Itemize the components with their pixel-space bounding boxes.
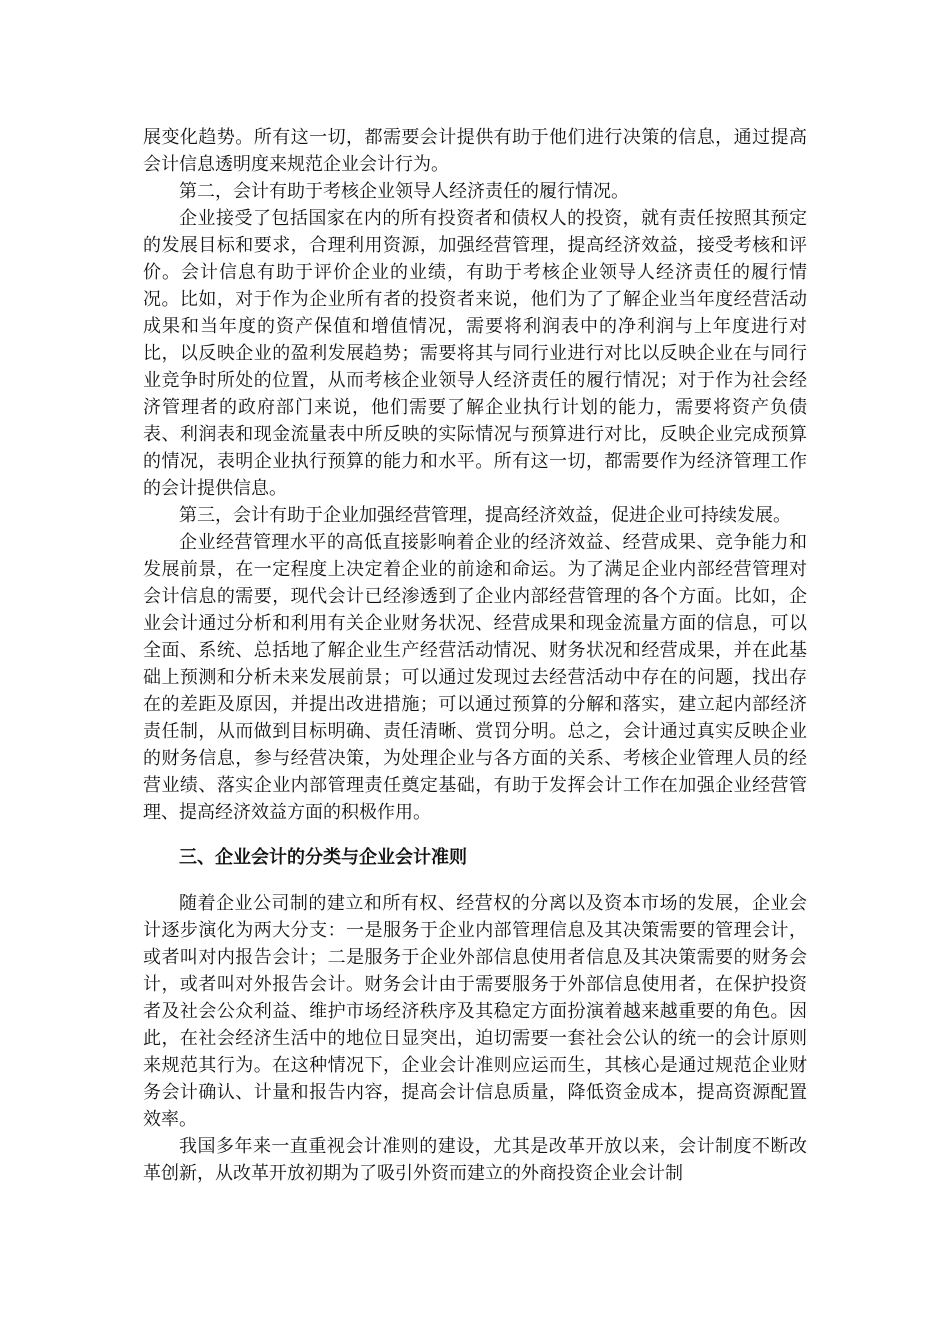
section-heading: 三、企业会计的分类与企业会计准则 bbox=[179, 847, 467, 868]
paragraph-standards-history: 我国多年来一直重视会计准则的建设，尤其是改革开放以来，会计制度不断改革创新，从改革开放初期为了吸引外资而建立的外商投资企业会计制 bbox=[143, 1136, 807, 1184]
paragraph-accounting-branches: 随着企业公司制的建立和所有权、经营权的分离以及资本市场的发展，企业会计逐步演化为两大分支：一是服务于企业内部管理信息及其决策需要的管理会计，或者叫对内报告会计；二是服务于企业外部信息使用者信息及其决策需要的财务会计，或者叫对外报告会计。财务会计由于需要服务于外部信息使用者，在保护投资者及社会公众利益、维护市场经济秩序及其稳定方面扮演着越来越重要的角色。因此，在社会经济生活中的地位日显突出，迫切需要一套社会公认的统一的会计原则来规范其行为。在这种情况下，企业会计准则应运而生，其核心是通过规范企业财务会计确认、计量和报告内容，提高会计信息质量，降低资金成本，提高资源配置效率。 bbox=[143, 893, 807, 1130]
paragraph-point-two: 第二，会计有助于考核企业领导人经济责任的履行情况。 bbox=[179, 181, 629, 202]
paragraph-leader-responsibility: 企业接受了包括国家在内的所有投资者和债权人的投资，就有责任按照其预定的发展目标和要求，合理利用资源，加强经营管理，提高经济效益，接受考核和评价。会计信息有助于评价企业的业绩，有助于考核企业领导人经济责任的履行情况。比如，对于作为企业所有者的投资者来说，他们为了了解企业当年度经营活动成果和当年度的资产保值和增值情况，需要将利润表中的净利润与上年度进行对比，以反映企业的盈利发展趋势；需要将其与同行业进行对比以反映企业在与同行业竞争时所处的位置，从而考核企业领导人经济责任的履行情况；对于作为社会经济管理者的政府部门来说，他们需要了解企业执行计划的能力，需要将资产负债表、利润表和现金流量表中所反映的实际情况与预算进行对比，反映企业完成预算的情况，表明企业执行预算的能力和水平。所有这一切，都需要作为经济管理工作的会计提供信息。 bbox=[143, 208, 807, 499]
paragraph-point-three: 第三，会计有助于企业加强经营管理，提高经济效益，促进企业可持续发展。 bbox=[179, 505, 791, 526]
document-body bbox=[143, 124, 807, 1187]
paragraph-management-level: 企业经营管理水平的高低直接影响着企业的经济效益、经营成果、竞争能力和发展前景，在一定程度上决定着企业的前途和命运。为了满足企业内部经营管理对会计信息的需要，现代会计已经渗透到了企业内部经营管理的各个方面。比如，企业会计通过分析和利用有关企业财务状况、经营成果和现金流量方面的信息，可以全面、系统、总括地了解企业生产经营活动情况、财务状况和经营成果，并在此基础上预测和分析未来发展前景；可以通过发现过去经营活动中存在的问题，找出存在的差距及原因，并提出改进措施；可以通过预算的分解和落实，建立起内部经济责任制，从而做到目标明确、责任清晰、赏罚分明。总之，会计通过真实反映企业的财务信息，参与经营决策，为处理企业与各方面的关系、考核企业管理人员的经营业绩、落实企业内部管理责任奠定基础，有助于发挥会计工作在加强企业经营管理、提高经济效益方面的积极作用。 bbox=[143, 532, 807, 823]
paragraph-continuation: 展变化趋势。所有这一切，都需要会计提供有助于他们进行决策的信息，通过提高会计信息透明度来规范企业会计行为。 bbox=[143, 127, 807, 175]
